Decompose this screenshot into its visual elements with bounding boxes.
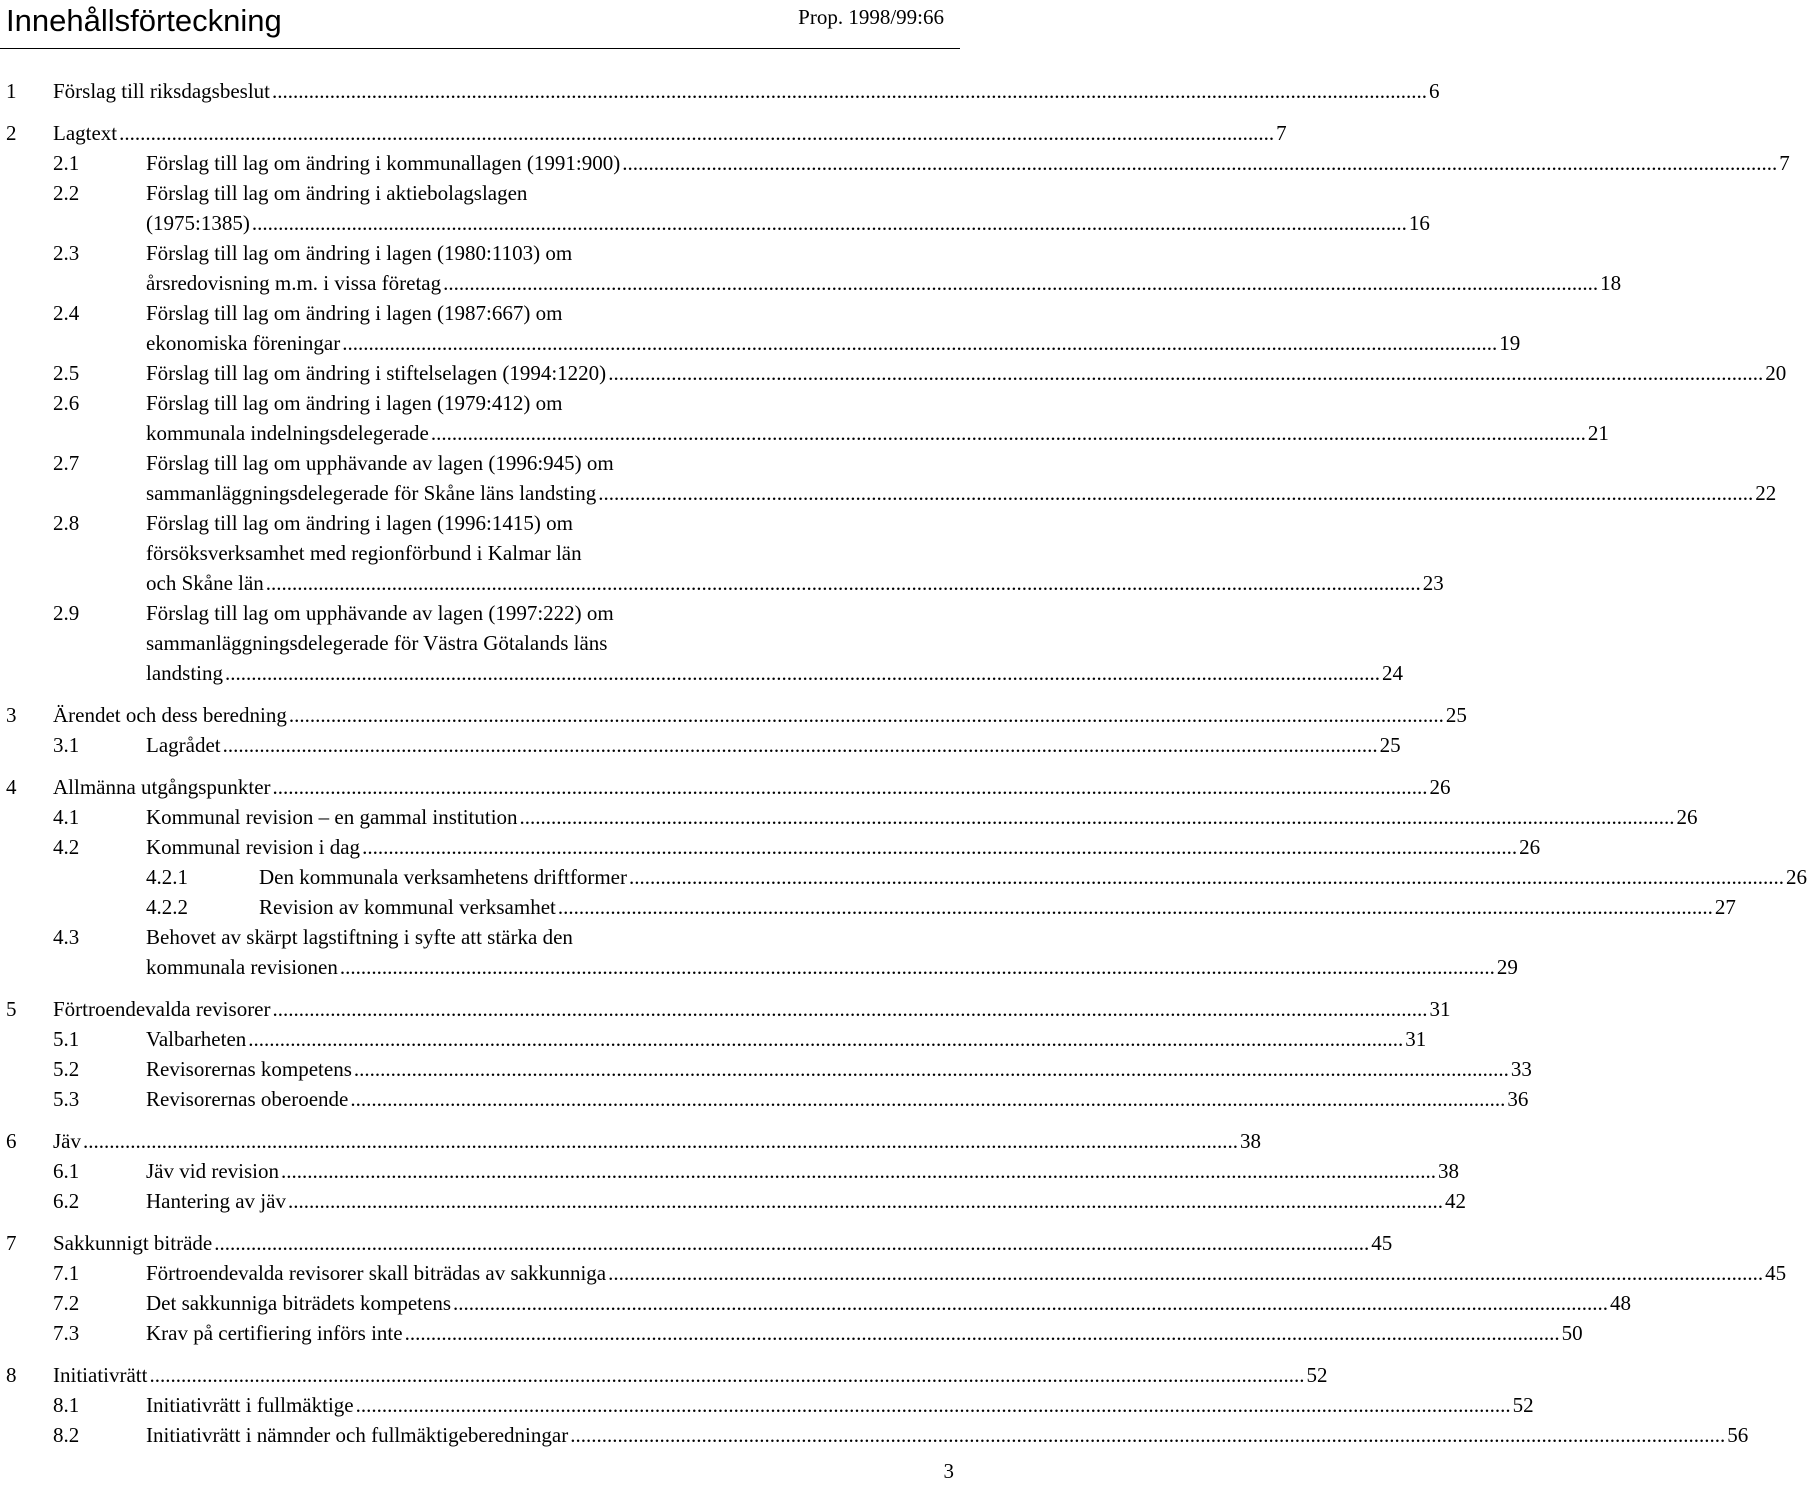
toc-entry-page: 19 [1499,331,1521,355]
dot-leader: ............................................................................................................................................................................................................................ [570,1423,1726,1447]
dot-leader: ............................................................................................................................................................................................................................ [443,271,1599,295]
toc-entry-page: 52 [1306,1363,1328,1387]
toc-entry-number: 3 [6,703,17,727]
toc-entry-page: 48 [1610,1291,1632,1315]
toc-entry-page: 26 [1519,835,1541,859]
toc-entry-page: 38 [1240,1129,1261,1153]
toc-entry-title: Förslag till lag om ändring i stiftelselagen (1994:1220) [146,361,607,385]
toc-entry-number: 6.2 [53,1189,80,1213]
toc-entry-page: 20 [1765,361,1787,385]
toc-entry-page: 52 [1512,1393,1534,1417]
toc-entry-title-line [146,1188,1466,1214]
toc-entry-number: 1 [6,79,17,103]
toc-entry-number: 7 [6,1231,17,1255]
toc-entry-title-line [53,1362,1328,1388]
toc-entry-title: Revisorernas oberoende [146,1087,349,1111]
dot-leader: ............................................................................................................................................................................................................................ [83,1129,1238,1153]
dot-leader: ............................................................................................................................................................................................................................ [225,661,1380,685]
toc-entry-number: 8.1 [53,1393,80,1417]
toc-entry-title: Förtroendevalda revisorer [53,997,271,1021]
dot-leader: ............................................................................................................................................................................................................................ [119,121,1275,145]
toc-entry-page: 26 [1785,865,1807,889]
toc-entry-title-line [146,150,1790,176]
toc-entry-title: Initiativrätt i nämnder och fullmäktigeberedningar [146,1423,569,1447]
toc-entry-title-line [53,1230,1393,1256]
toc-entry-title: Kommunal revision i dag [146,835,361,859]
toc-entry-title: Lagtext [53,121,118,145]
dot-leader: ............................................................................................................................................................................................................................ [251,211,1407,235]
toc-entry-number: 3.1 [53,733,80,757]
toc-entry-page: 25 [1445,703,1467,727]
dot-leader: ............................................................................................................................................................................................................................ [622,151,1778,175]
dot-leader: ............................................................................................................................................................................................................................ [272,775,1428,799]
toc-entry-title: Revisorernas kompetens [146,1057,352,1081]
toc-entry-page: 26 [1429,775,1451,799]
toc-entry-title: Förslag till lag om ändring i lagen (1996:1415) om [146,511,573,535]
toc-entry-title: Jäv [53,1129,81,1153]
toc-entry-title: Förslag till lag om upphävande av lagen (1997:222) om [146,601,614,625]
toc-entry-title-line [146,420,1609,446]
toc-entry-title: Initiativrätt [53,1363,148,1387]
toc-entry-number: 5.1 [53,1027,80,1051]
toc-entry-title-line [146,1320,1583,1346]
dot-leader: ............................................................................................................................................................................................................................ [453,1291,1609,1315]
dot-leader: ............................................................................................................................................................................................................................ [608,361,1764,385]
toc-entry-title-line [53,1128,1261,1154]
toc-entry-number: 4.3 [53,925,80,949]
toc-entry-number: 8.2 [53,1423,80,1447]
toc-entry-number: 4.2.2 [146,895,188,919]
toc-entry-number: 4.1 [53,805,80,829]
toc-entry-title: försöksverksamhet med regionförbund i Kalmar län [146,541,582,565]
toc-entry-page: 16 [1408,211,1430,235]
toc-entry-page: 27 [1714,895,1736,919]
toc-entry-title-line [146,834,1541,860]
toc-entry-page: 7 [1276,121,1287,145]
toc-entry-number: 2.7 [53,451,80,475]
toc-entry-title-line [146,360,1787,386]
toc-entry-title: Förtroendevalda revisorer skall biträdas av sakkunniga [146,1261,607,1285]
toc-entry-title: Valbarheten [146,1027,247,1051]
page-title: Innehållsförteckning [6,3,282,38]
toc-entry-title: Jäv vid revision [146,1159,279,1183]
toc-entry-title-line [146,1260,1787,1286]
toc-entry-page: 38 [1437,1159,1459,1183]
toc-entry-title: Sakkunnigt biträde [53,1231,213,1255]
toc-entry-number: 7.3 [53,1321,80,1345]
toc-entry-title: sammanläggningsdelegerade för Västra Götalands läns [146,631,608,655]
toc-entry-page: 25 [1379,733,1401,757]
toc-entry-title-line [53,996,1451,1022]
dot-leader: ............................................................................................................................................................................................................................ [280,1159,1436,1183]
toc-entry-page: 33 [1510,1057,1532,1081]
toc-entry-title: ekonomiska föreningar [146,331,341,355]
toc-entry-title-line [146,1392,1534,1418]
toc-entry-title: Allmänna utgångspunkter [53,775,271,799]
toc-entry-title: (1975:1385) [146,211,250,235]
toc-entry-title-line [146,210,1430,236]
dot-leader: ............................................................................................................................................................................................................................ [214,1231,1370,1255]
toc-entry-title-line [146,1158,1459,1184]
toc-entry-page: 45 [1371,1231,1393,1255]
toc-entry-title-line [53,774,1451,800]
toc-entry-page: 23 [1422,571,1444,595]
toc-entry-number: 2.1 [53,151,80,175]
toc-entry-number: 4 [6,775,17,799]
dot-leader: ............................................................................................................................................................................................................................ [353,1057,1509,1081]
dot-leader: ............................................................................................................................................................................................................................ [628,865,1784,889]
dot-leader: ............................................................................................................................................................................................................................ [288,703,1444,727]
toc-entry-title: Förslag till lag om ändring i aktiebolagslagen [146,181,528,205]
toc-entry-title-line [146,660,1403,686]
toc-entry-title: sammanläggningsdelegerade för Skåne läns landsting [146,481,597,505]
dot-leader: ............................................................................................................................................................................................................................ [272,997,1428,1021]
toc-entry-title: kommunala revisionen [146,955,338,979]
toc-entry-title: Förslag till lag om ändring i lagen (1980:1103) om [146,241,573,265]
toc-entry-page: 31 [1405,1027,1427,1051]
toc-entry-title-line [146,270,1622,296]
toc-entry-title: landsting [146,661,223,685]
toc-entry-number: 5 [6,997,17,1021]
toc-entry-page: 31 [1429,997,1451,1021]
toc-entry-number: 7.2 [53,1291,80,1315]
toc-entry-title: Revision av kommunal verksamhet [259,895,556,919]
toc-entry-number: 6 [6,1129,17,1153]
toc-entry-title-line [53,120,1287,146]
toc-entry-title-line [146,1290,1632,1316]
dot-leader: ............................................................................................................................................................................................................................ [149,1363,1305,1387]
toc-entry-number: 2.6 [53,391,80,415]
toc-entry-title-line [146,480,1777,506]
dot-leader: ............................................................................................................................................................................................................................ [350,1087,1506,1111]
toc-entry-title-line [53,78,1440,104]
toc-entry-page: 36 [1507,1087,1529,1111]
toc-entry-title-line [146,1086,1529,1112]
dot-leader: ............................................................................................................................................................................................................................ [598,481,1754,505]
toc-entry-number: 2 [6,121,17,145]
toc-entry-number: 2.8 [53,511,80,535]
dot-leader: ............................................................................................................................................................................................................................ [557,895,1713,919]
toc-entry-title: Hantering av jäv [146,1189,286,1213]
dot-leader: ............................................................................................................................................................................................................................ [362,835,1518,859]
toc-entry-title-line [146,570,1444,596]
toc-entry-number: 2.4 [53,301,80,325]
dot-leader: ............................................................................................................................................................................................................................ [608,1261,1764,1285]
toc-entry-number: 6.1 [53,1159,80,1183]
toc-entry-page: 50 [1561,1321,1583,1345]
dot-leader: ............................................................................................................................................................................................................................ [287,1189,1443,1213]
toc-entry-title: årsredovisning m.m. i vissa företag [146,271,442,295]
toc-entry-page: 22 [1755,481,1777,505]
toc-entry-page: 26 [1676,805,1698,829]
toc-entry-title: Initiativrätt i fullmäktige [146,1393,354,1417]
dot-leader: ............................................................................................................................................................................................................................ [248,1027,1404,1051]
header-divider [0,48,960,49]
dot-leader: ............................................................................................................................................................................................................................ [342,331,1498,355]
toc-entry-title-line [146,732,1401,758]
toc-entry-title: Förslag till lag om ändring i lagen (1987:667) om [146,301,563,325]
toc-entry-number: 4.2.1 [146,865,188,889]
toc-entry-page: 7 [1779,151,1790,175]
toc-entry-page: 42 [1444,1189,1466,1213]
toc-entry-page: 29 [1496,955,1518,979]
toc-entry-page: 21 [1587,421,1609,445]
toc-entry-number: 5.3 [53,1087,80,1111]
toc-entry-title: kommunala indelningsdelegerade [146,421,429,445]
toc-entry-title-line [146,1422,1749,1448]
toc-entry-number: 4.2 [53,835,80,859]
toc-entry-title: och Skåne län [146,571,264,595]
dot-leader: ............................................................................................................................................................................................................................ [339,955,1495,979]
toc-entry-title: Lagrådet [146,733,221,757]
toc-entry-title: Förslag till lag om ändring i kommunallagen (1991:900) [146,151,621,175]
toc-entry-title-line [146,1026,1427,1052]
dot-leader: ............................................................................................................................................................................................................................ [404,1321,1560,1345]
toc-entry-title-line [146,330,1521,356]
toc-entry-title: Kommunal revision – en gammal institution [146,805,518,829]
toc-entry-title: Behovet av skärpt lagstiftning i syfte att stärka den [146,925,573,949]
toc-entry-page: 18 [1600,271,1622,295]
toc-entry-title-line [259,894,1736,920]
dot-leader: ............................................................................................................................................................................................................................ [265,571,1421,595]
toc-entry-number: 2.5 [53,361,80,385]
toc-entry-number: 2.2 [53,181,80,205]
dot-leader: ............................................................................................................................................................................................................................ [519,805,1675,829]
toc-entry-title: Förslag till lag om upphävande av lagen (1996:945) om [146,451,614,475]
toc-entry-title: Ärendet och dess beredning [53,703,287,727]
dot-leader: ............................................................................................................................................................................................................................ [272,79,1427,103]
toc-entry-title: Förslag till riksdagsbeslut [53,79,270,103]
dot-leader: ............................................................................................................................................................................................................................ [355,1393,1511,1417]
dot-leader: ............................................................................................................................................................................................................................ [430,421,1586,445]
toc-entry-number: 7.1 [53,1261,80,1285]
toc-entry-page: 45 [1765,1261,1787,1285]
document-reference: Prop. 1998/99:66 [798,5,944,29]
toc-entry-number: 8 [6,1363,17,1387]
toc-entry-title-line [146,954,1518,980]
toc-entry-page: 6 [1429,79,1440,103]
toc-entry-number: 2.3 [53,241,80,265]
toc-entry-page: 56 [1727,1423,1749,1447]
toc-entry-title: Krav på certifiering införs inte [146,1321,403,1345]
toc-entry-title: Förslag till lag om ändring i lagen (1979:412) om [146,391,563,415]
toc-entry-title: Det sakkunniga biträdets kompetens [146,1291,452,1315]
toc-entry-number: 5.2 [53,1057,80,1081]
toc-entry-title-line [146,1056,1532,1082]
toc-entry-title-line [53,702,1467,728]
toc-entry-page: 24 [1382,661,1403,685]
dot-leader: ............................................................................................................................................................................................................................ [222,733,1378,757]
toc-entry-number: 2.9 [53,601,80,625]
toc-entry-title-line [146,804,1698,830]
toc-entry-title: Den kommunala verksamhetens driftformer [259,865,627,889]
page-number: 3 [943,1459,954,1483]
toc-entry-title-line [259,864,1807,890]
